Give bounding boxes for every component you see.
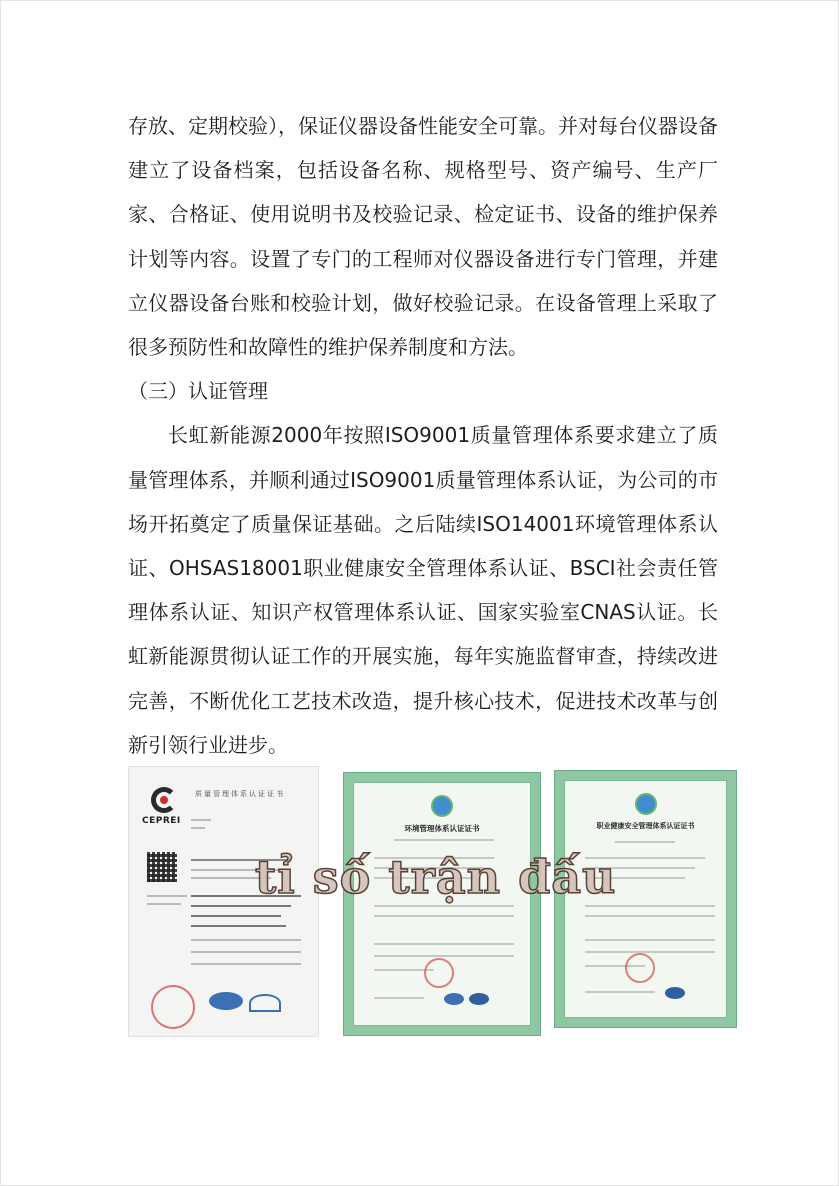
certificate-title: 环境管理体系认证证书 [404,824,480,833]
certificate-title: 质量管理体系认证证书 [195,790,285,798]
watermark-text: tỉ số trận đấu [255,850,617,904]
qr-code-icon [147,852,177,882]
document-body [128,104,718,767]
seal-stamp-icon [151,985,195,1029]
seal-stamp-icon [424,958,454,988]
seal-stamp-icon [625,953,655,983]
ceprei-brand: CEPREI [142,816,181,826]
iaf-logo-icon [444,993,464,1005]
paragraph-equipment-management: 存放、定期校验），保证仪器设备性能安全可靠。并对每台仪器设备建立了设备档案，包括设备名称、规格型号、资产编号、生产厂家、合格证、使用说明书及校验记录、检定证书、设备的维护保养计划等内容。设置了专门的工程师对仪器设备进行专门管理，并建立仪器设备台账和校验计划，做好校验记录。在设备管理上采取了很多预防性和故障性的维护保养制度和方法。 [128,114,718,360]
section-heading: （三）认证管理 [128,379,268,404]
cqc-logo-icon [431,795,453,817]
cnas-logo-icon [665,987,685,999]
environment-certificate-image [343,772,541,1036]
iaf-logo-icon [209,992,243,1010]
cqc-logo-icon [635,793,657,815]
certificate-title: 职业健康安全管理体系认证证书 [596,822,695,830]
cnas-logo-icon [469,993,489,1005]
cnas-logo-icon [249,994,281,1012]
paragraph-certification: 长虹新能源2000年按照ISO9001质量管理体系要求建立了质量管理体系，并顺利通过ISO9001质量管理体系认证，为公司的市场开拓奠定了质量保证基础。之后陆续ISO14001环境管理体系认证、OHSAS18001职业健康安全管理体系认证、BSCI社会责任管理体系认证、知识产权管理体系认证、国家实验室CNAS认证。长虹新能源贯彻认证工作的开展实施，每年实施监督审查，持续改进完善，不断优化工艺技术改造，提升核心技术，促进技术改革与创新引领行业进步。 [128,423,718,757]
